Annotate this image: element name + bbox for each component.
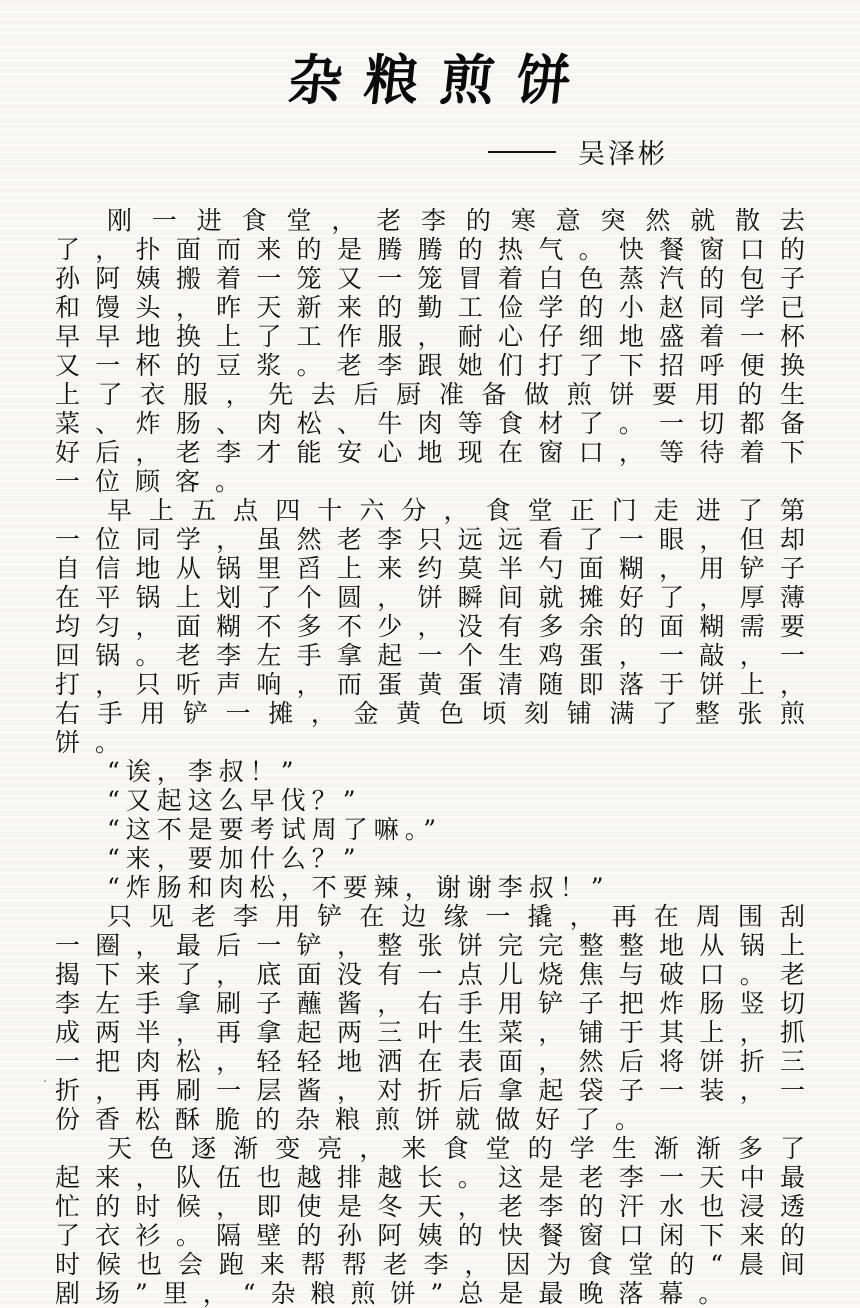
paragraph-3: 只见老李用铲在边缘一撬，再在周围刮一圈，最后一铲，整张饼完完整整地从锅上揭下来了，底面没有一点儿烧焦与破口。老李左手拿刷子蘸酱，右手用铲子把炸肠竖切成两半，再拿起两三叶生菜，铺于其上，抓一把肉松，轻轻地洒在表面，然后将饼折三折，再刷一层酱，对折后拿起袋子一装，一份香松酥脆的杂粮煎饼就做好了。 [55,902,820,1134]
dialog-line-4: “来，要加什么？” [107,844,362,873]
paragraph-2: 早上五点四十六分，食堂正门走进了第一位同学，虽然老李只远远看了一眼，但却自信地从锅里舀上来约莫半勺面糊，用铲子在平锅上划了个圆，饼瞬间就摊好了，厚薄均匀，面糊不多不少，没有多余的面糊需要回锅。老李左手拿起一个生鸡蛋，一敲，一打，只听声响，而蛋黄蛋清随即落于饼上，右手用铲一摊，金黄色顷刻铺满了整张煎饼。 [55,496,820,757]
paragraph-1: 刚一进食堂，老李的寒意突然就散去了，扑面而来的是腾腾的热气。快餐窗口的孙阿姨搬着一笼又一笼冒着白色蒸汽的包子和馒头，昨天新来的勤工俭学的小赵同学已早早地换上了工作服，耐心仔细地盛着一杯又一杯的豆浆。老李跟她们打了下招呼便换上了衣服，先去后厨准备做煎饼要用的生菜、炸肠、肉松、牛肉等食材了。一切都备好后，老李才能安心地现在窗口，等待着下一位顾客。 [55,206,820,496]
author-name: 吴泽彬 [578,139,668,170]
dialog-line-3: “这不是要考试周了嘛。” [107,815,443,844]
stray-mark [44,1080,46,1082]
dialog-line-2: “又起这么早伐？” [107,786,362,815]
byline [488,132,668,171]
byline-dash [488,151,556,153]
paragraph-4: 天色逐渐变亮，来食堂的学生渐渐多了起来，队伍也越排越长。这是老李一天中最忙的时候，即使是冬天，老李的汗水也浸透了衣衫。隔壁的孙阿姨的快餐窗口闲下来的时候也会跑来帮帮老李，因为食堂的“晨间剧场”里，“杂粮煎饼”总是最晚落幕。 [55,1134,820,1308]
dialog-line-5: “炸肠和肉松，不要辣，谢谢李叔！” [107,873,610,902]
article-body [55,206,820,1308]
dialog-line-1: “诶，李叔！” [107,757,300,786]
article-title: 杂粮煎饼 [285,48,596,112]
